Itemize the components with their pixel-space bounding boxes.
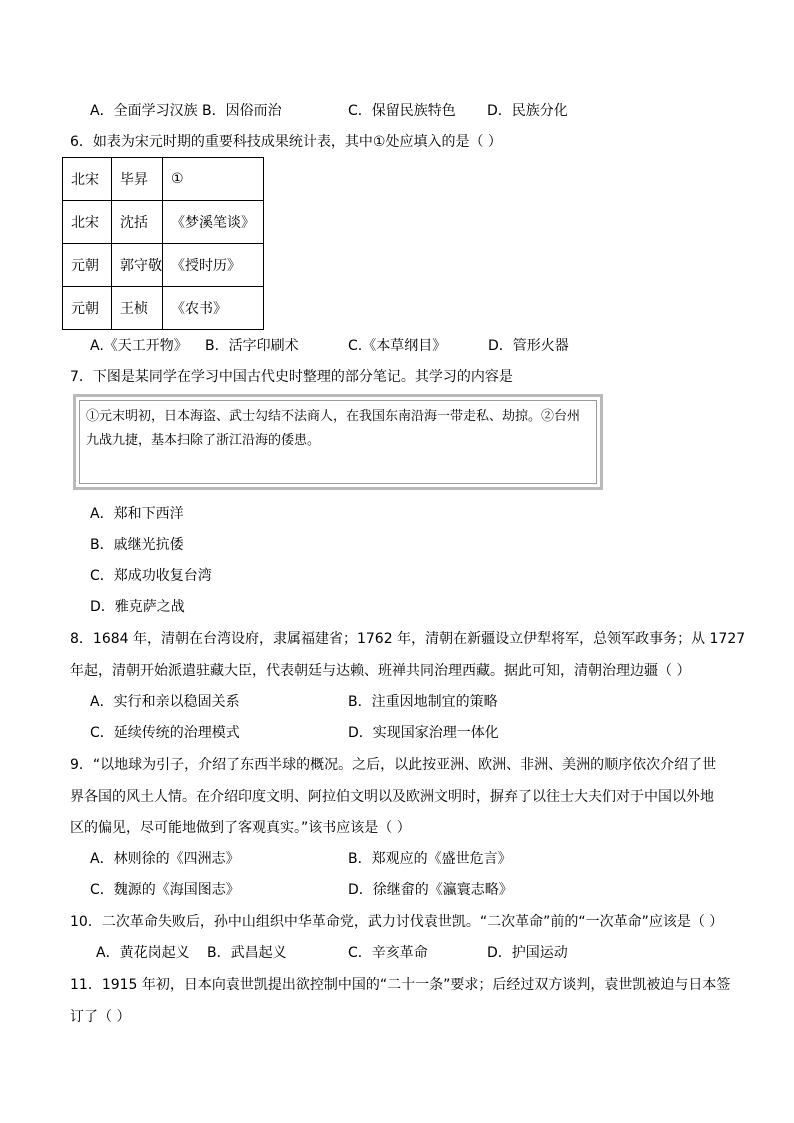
q6-option-a: A.《天工开物》 — [90, 338, 188, 354]
table-cell: ① — [163, 158, 264, 201]
q6-option-c: C.《本草纲目》 — [348, 338, 447, 354]
tech-table — [62, 157, 264, 330]
q6-option-b: B．活字印刷术 — [205, 338, 299, 354]
q8-option-a: A．实行和亲以稳固关系 — [90, 694, 240, 710]
q10-option-c: C．辛亥革命 — [348, 945, 428, 961]
table-cell: 元朝 — [63, 287, 112, 330]
q5-option-c: C．保留民族特色 — [348, 103, 456, 119]
table-row — [63, 244, 264, 287]
table-cell: 《梦溪笔谈》 — [163, 201, 264, 244]
q7-option-a: A．郑和下西洋 — [90, 506, 184, 522]
table-row — [63, 158, 264, 201]
q9-option-c: C．魏源的《海国图志》 — [90, 882, 240, 898]
q7-option-d: D．雅克萨之战 — [90, 599, 185, 615]
q7-stem: 7．下图是某同学在学习中国古代史时整理的部分笔记。其学习的内容是 — [70, 369, 513, 385]
q5-option-b: B．因俗而治 — [202, 103, 282, 119]
q10-option-d: D．护国运动 — [487, 945, 568, 961]
q11-stem-line-2: 订了（ ） — [70, 1009, 131, 1025]
q6-option-d: D．管形火器 — [488, 338, 569, 354]
q10-option-b: B．武昌起义 — [207, 945, 287, 961]
q7-option-c: C．郑成功收复台湾 — [90, 568, 212, 584]
q8-stem-line-1: 8．1684 年，清朝在台湾设府，隶属福建省；1762 年，清朝在新疆设立伊犁将军，总领军政事务；从 1727 — [70, 631, 746, 647]
table-cell: 郭守敬 — [112, 244, 163, 287]
table-cell: 沈括 — [112, 201, 163, 244]
q5-option-d: D．民族分化 — [487, 103, 568, 119]
table-cell: 北宋 — [63, 158, 112, 201]
table-cell: 《授时历》 — [163, 244, 264, 287]
q8-option-b: B．注重因地制宜的策略 — [348, 694, 498, 710]
table-cell: 《农书》 — [163, 287, 264, 330]
q9-stem-line-1: 9．“以地球为引子，介绍了东西半球的概况。之后，以此按亚洲、欧洲、非洲、美洲的顺序依次介绍了世 — [70, 757, 717, 773]
q5-option-a: A．全面学习汉族 — [90, 103, 198, 119]
table-row — [63, 287, 264, 330]
q11-stem-line-1: 11．1915 年初，日本向袁世凯提出欲控制中国的“二十一条”要求；后经过双方谈判，袁世凯被迫与日本签 — [70, 977, 731, 993]
q10-option-a: A．黄花岗起义 — [96, 945, 190, 961]
q8-stem-line-2: 年起，清朝开始派遣驻藏大臣，代表朝廷与达赖、班禅共同治理西藏。据此可知，清朝治理边疆（ ） — [70, 663, 691, 679]
q6-stem: 6．如表为宋元时期的重要科技成果统计表，其中①处应填入的是（ ） — [70, 134, 502, 150]
table-cell: 北宋 — [63, 201, 112, 244]
q9-option-d: D．徐继畲的《瀛寰志略》 — [348, 882, 513, 898]
q9-option-a: A．林则徐的《四洲志》 — [90, 851, 240, 867]
q8-option-c: C．延续传统的治理模式 — [90, 725, 240, 741]
q9-stem-line-3: 区的偏见，尽可能地做到了客观真实。”该书应该是（ ） — [70, 820, 411, 836]
q9-stem-line-2: 界各国的风土人情。在介绍印度文明、阿拉伯文明以及欧洲文明时，摒弃了以往士大夫们对于中国以外地 — [70, 789, 714, 805]
q8-option-d: D．实现国家治理一体化 — [348, 725, 499, 741]
table-cell: 王桢 — [112, 287, 163, 330]
table-row — [63, 201, 264, 244]
q7-option-b: B．戚继光抗倭 — [90, 537, 184, 553]
table-cell: 元朝 — [63, 244, 112, 287]
study-note-text: ①元末明初，日本海盗、武士勾结不法商人，在我国东南沿海一带走私、劫掠。②台州九战九捷，基本扫除了浙江沿海的倭患。 — [86, 409, 581, 448]
table-cell: 毕昇 — [112, 158, 163, 201]
study-note-box — [73, 394, 603, 490]
q9-option-b: B．郑观应的《盛世危言》 — [348, 851, 512, 867]
q10-stem: 10．二次革命失败后，孙中山组织中华革命党，武力讨伐袁世凯。“二次革命”前的“一次革命”应该是（ ） — [70, 914, 724, 930]
